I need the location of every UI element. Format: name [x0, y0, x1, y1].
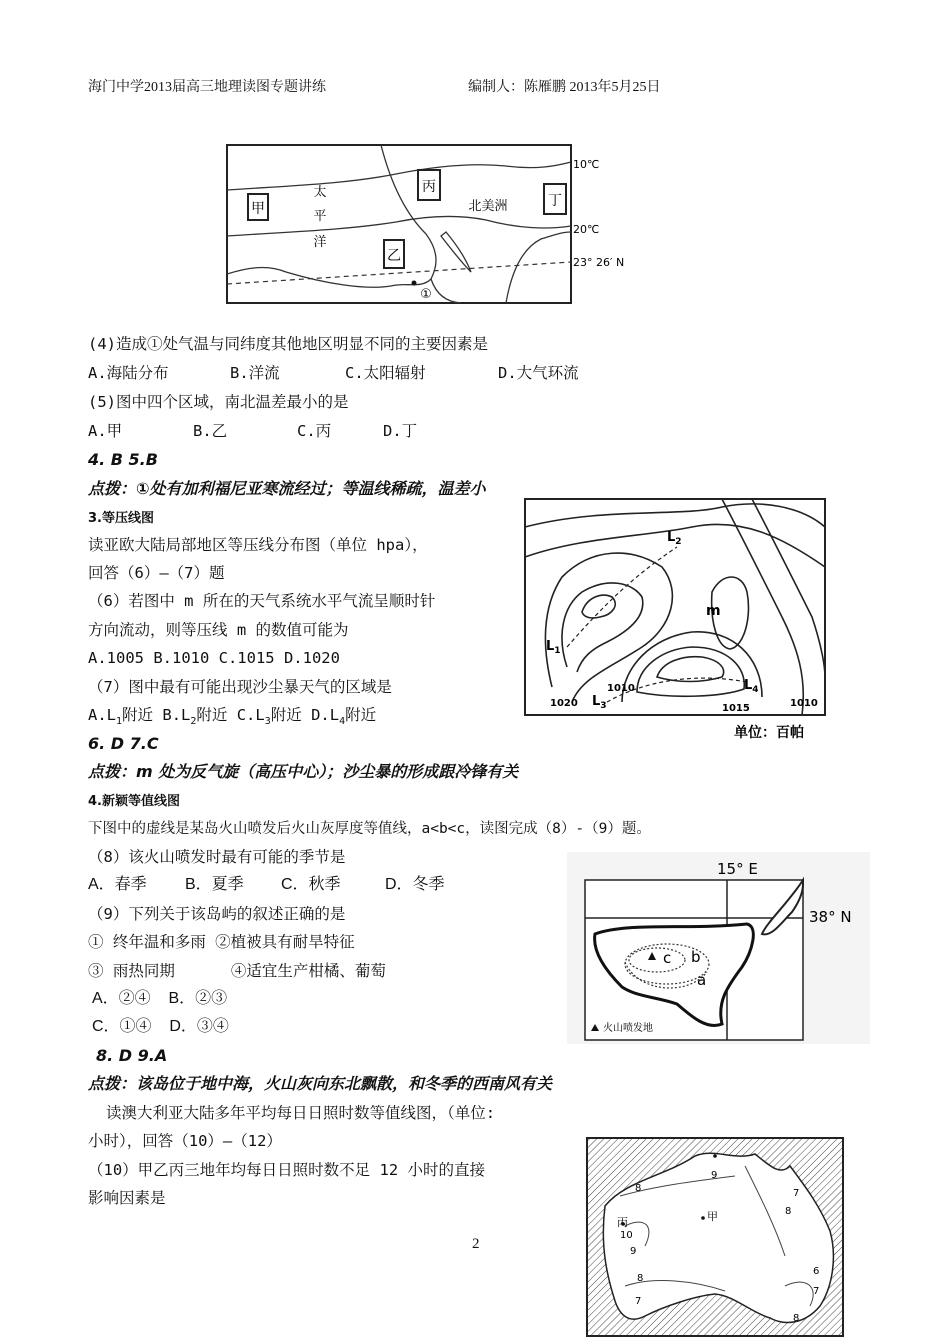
q8-option-a: A．春季 [88, 876, 147, 893]
l2-label: $L_2$ [667, 530, 682, 547]
q4-option-b: B.洋流 [230, 364, 280, 382]
q10-stem-1: （10）甲乙丙三地年均每日日照时数不足 12 小时的直接 [88, 1161, 485, 1179]
isobar-map [522, 497, 832, 747]
header-left: 海门中学2013届高三地理读图专题讲练 [88, 80, 326, 95]
region-jia: 甲 [251, 201, 265, 217]
region-yi: 乙 [387, 248, 401, 264]
q8-option-c: C．秋季 [281, 876, 341, 893]
latitude-label: 38° N [809, 908, 852, 926]
q4-option-a: A.海陆分布 [88, 364, 169, 382]
section-4-intro: 下图中的虚线是某岛火山喷发后火山灰厚度等值线，a<b<c，读图完成（8）-（9）题。 [88, 821, 651, 837]
iso-label-8: 7 [635, 1296, 642, 1307]
iso-label-4: 10 [620, 1230, 633, 1241]
isotherm-20-label: 20℃ [573, 223, 600, 236]
pacific-label-3: 洋 [313, 235, 327, 250]
q4-option-c: C.太阳辐射 [345, 364, 426, 382]
q5-option-d: D.丁 [383, 422, 418, 440]
iso-label-10: 7 [813, 1286, 820, 1297]
iso-label-7: 8 [637, 1273, 644, 1284]
legend-label: 火山喷发地 [603, 1023, 653, 1034]
tip-8-9: 点拨：该岛位于地中海，火山灰向东北飘散，和冬季的西南风有关 [88, 1074, 553, 1093]
unit-label: 单位：百帕 [734, 725, 804, 741]
l1-label: $L_1$ [546, 639, 561, 656]
answer-8-9: 8. D 9.A [96, 1046, 168, 1065]
q9-options-2: C．①④ D．③④ [92, 1018, 229, 1035]
q6-options: A.1005 B.1010 C.1015 D.1020 [88, 649, 340, 667]
q5-stem: (5)图中四个区域，南北温差最小的是 [88, 393, 349, 411]
page-number: 2 [472, 1236, 480, 1252]
header-right: 编制人：陈雁鹏 2013年5月25日 [468, 80, 661, 95]
q6-stem-1: （6）若图中 m 所在的天气系统水平气流呈顺时针 [88, 592, 436, 610]
q4-option-d: D.大气环流 [498, 364, 579, 382]
q6-stem-2: 方向流动，则等压线 m 的数值可能为 [88, 621, 349, 639]
q9-statements-2: ③ 雨热同期 ④适宜生产柑橘、葡萄 [88, 962, 386, 980]
longitude-label: 15° E [717, 860, 758, 878]
iso-label-6: 9 [630, 1246, 637, 1257]
q7-stem: （7）图中最有可能出现沙尘暴天气的区域是 [88, 678, 392, 696]
l4-label: $L_4$ [744, 678, 759, 695]
point-1-label: ① [420, 287, 432, 302]
tip-4-5: 点拨：①处有加利福尼亚寒流经过；等温线稀疏，温差小 [88, 479, 486, 498]
contour-a-label: a [697, 971, 707, 989]
point-1-dot [412, 281, 417, 286]
q9-options-1: A．②④ B．②③ [92, 990, 228, 1007]
iso-label-3: 7 [793, 1188, 800, 1199]
answer-6-7: 6. D 7.C [88, 734, 159, 753]
section-5-intro-2: 小时），回答（10）—（12） [88, 1132, 282, 1150]
region-ding: 丁 [548, 193, 562, 209]
site-jia-label: 甲 [707, 1210, 718, 1223]
isotherm-10-label: 10℃ [573, 158, 600, 171]
q10-stem-2: 影响因素是 [88, 1189, 166, 1207]
q9-stem: （9）下列关于该岛屿的叙述正确的是 [88, 905, 346, 923]
q8-stem: （8）该火山喷发时最有可能的季节是 [88, 848, 346, 866]
m-label: m [706, 603, 721, 619]
north-america-label: 北美洲 [468, 199, 508, 214]
q8-option-d: D．冬季 [385, 876, 445, 893]
q4-stem: (4)造成①处气温与同纬度其他地区明显不同的主要因素是 [88, 335, 488, 353]
q5-option-c: C.丙 [297, 422, 332, 440]
isobar-1020: 1020 [550, 698, 578, 709]
australia-sunshine-map [585, 1136, 847, 1338]
section-3-intro-2: 回答（6）—（7）题 [88, 564, 225, 582]
section-3-intro-1: 读亚欧大陆局部地区等压线分布图（单位 hpa）， [88, 536, 428, 554]
section-5-intro-1: 读澳大利亚大陆多年平均每日日照时数等值线图，（单位: [106, 1104, 496, 1122]
tropic-label: 23° 26′ N [573, 256, 625, 269]
q5-option-b: B.乙 [193, 422, 228, 440]
l3-label: $L_3$ [592, 694, 607, 711]
isobar-1010-right: 1010 [790, 698, 818, 709]
iso-label-11: 8 [793, 1313, 800, 1324]
q8-option-b: B．夏季 [185, 876, 244, 893]
iso-label-9: 6 [813, 1266, 820, 1277]
iso-label-5: 8 [785, 1206, 792, 1217]
iso-label-2: 8 [635, 1183, 642, 1194]
q7-options: $A.L_1$附近 $B.L_2$附近 $C.L_3$附近 $D.L_4$附近 [88, 706, 377, 728]
pacific-label-2: 平 [313, 209, 327, 224]
section-4-title: 4.新颖等值线图 [88, 794, 180, 809]
tip-6-7: 点拨：m 处为反气旋（高压中心）；沙尘暴的形成跟冷锋有关 [88, 762, 519, 781]
q5-option-a: A.甲 [88, 422, 123, 440]
contour-b-label: b [691, 948, 701, 966]
pacific-label-1: 太 [313, 185, 327, 200]
contour-c-label: c [663, 949, 672, 967]
north-america-isotherm-map [226, 144, 638, 306]
answer-4-5: 4. B 5.B [88, 450, 158, 469]
section-3-title: 3.等压线图 [88, 511, 154, 526]
volcanic-island-map [567, 852, 870, 1044]
q9-statements-1: ① 终年温和多雨 ②植被具有耐旱特征 [88, 933, 355, 951]
region-bing: 丙 [422, 179, 436, 195]
isobar-1015: 1015 [722, 703, 750, 714]
iso-label-1: 9 [711, 1170, 718, 1181]
site-bing-label: 丙 [617, 1216, 628, 1229]
isobar-1010-left: 1010 [607, 683, 635, 694]
